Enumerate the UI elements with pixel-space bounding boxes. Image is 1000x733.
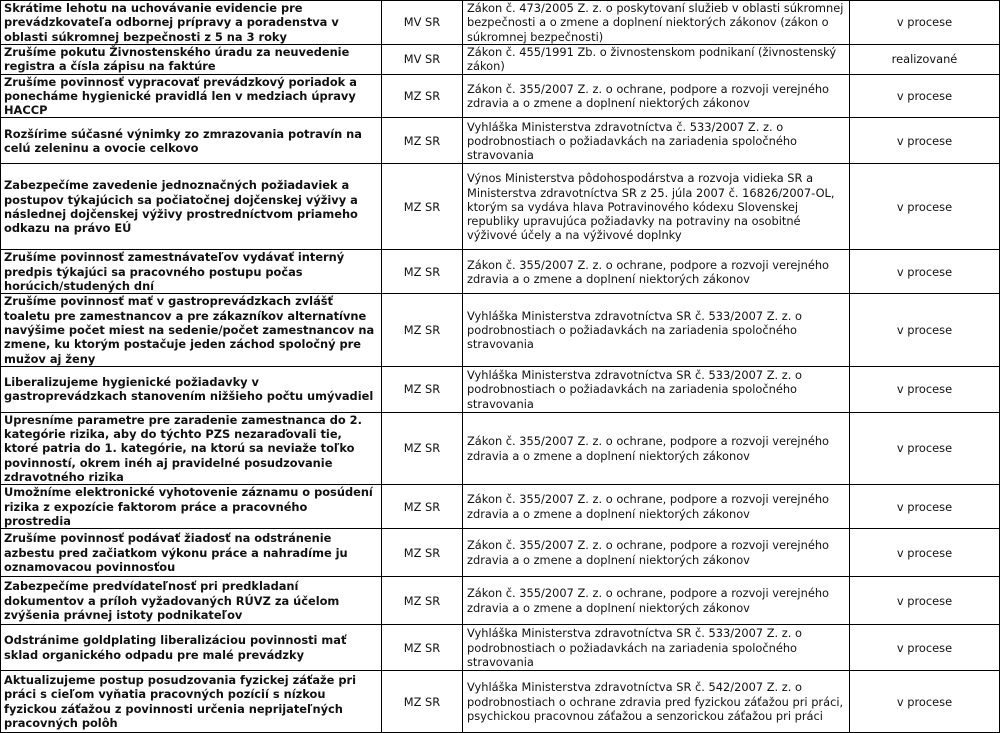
table-row <box>1 74 1000 118</box>
status-cell: v procese <box>850 625 1000 671</box>
ministry-cell: MV SR <box>382 1 463 45</box>
status-cell: v procese <box>850 74 1000 118</box>
law-cell: Zákon č. 355/2007 Z. z. o ochrane, podpore a rozvoji verejného zdravia a o zmene a doplnení niektorých zákonov <box>463 250 850 294</box>
measure-cell: Liberalizujeme hygienické požiadavky v gastroprevádzkach stanovením nižšieho počtu umývadiel <box>1 366 382 412</box>
ministry-cell: MZ SR <box>382 412 463 484</box>
status-cell: v procese <box>850 485 1000 529</box>
measure-cell: Zrušíme pokutu Živnostenského úradu za neuvedenie registra a čísla zápisu na faktúre <box>1 45 382 75</box>
measure-cell: Upresníme parametre pre zaradenie zamestnanca do 2. kategórie rizika, aby do týchto PZS nezaraďovali tie, ktoré patria do 1. kategórie, na ktorú sa neviaže toľko povinností, okrem inéh aj pravidelné posudzovanie zdravotného rizika <box>1 412 382 484</box>
law-cell: Zákon č. 355/2007 Z. z. o ochrane, podpore a rozvoji verejného zdravia a o zmene a doplnení niektorých zákonov <box>463 577 850 625</box>
law-cell: Vyhláška Ministerstva zdravotníctva SR č. 542/2007 Z. z. o podrobnostiach o ochrane zdravia pred fyzickou záťažou pri práci, psychickou pracovnou záťažou a senzorickou záťažou pri práci <box>463 671 850 733</box>
table-row <box>1 1 1000 45</box>
status-cell: v procese <box>850 164 1000 250</box>
status-cell: v procese <box>850 529 1000 577</box>
measure-cell: Aktualizujeme postup posudzovania fyzickej záťaže pri práci s cieľom vyňatia pracovných pozícií s nízkou fyzickou záťažou z povinnosti určenia neprijateľných pracovných polôh <box>1 671 382 733</box>
ministry-cell: MZ SR <box>382 250 463 294</box>
table-row <box>1 577 1000 625</box>
status-cell: v procese <box>850 412 1000 484</box>
measure-cell: Zrušíme povinnosť podávať žiadosť na odstránenie azbestu pred začiatkom výkonu práce a nahradíme ju oznamovacou povinnosťou <box>1 529 382 577</box>
table-row <box>1 45 1000 75</box>
ministry-cell: MZ SR <box>382 529 463 577</box>
table-row <box>1 529 1000 577</box>
table-row <box>1 412 1000 484</box>
measure-cell: Zrušíme povinnosť mať v gastroprevádzkach zvlášť toaletu pre zamestnancov a pre zákazníkov alternatívne navýšime počet miest na sedenie/počet zamestnancov na zmene, ku ktorým postačuje jeden záchod spoločný pre mužov aj ženy <box>1 294 382 366</box>
status-cell: v procese <box>850 671 1000 733</box>
measure-cell: Zrušíme povinnosť zamestnávateľov vydávať interný predpis týkajúci sa pracovného postupu počas horúcich/studených dní <box>1 250 382 294</box>
measures-table-body <box>1 1 1000 733</box>
table-row <box>1 625 1000 671</box>
ministry-cell: MZ SR <box>382 164 463 250</box>
ministry-cell: MZ SR <box>382 366 463 412</box>
table-row <box>1 250 1000 294</box>
law-cell: Zákon č. 355/2007 Z. z. o ochrane, podpore a rozvoji verejného zdravia a o zmene a doplnení niektorých zákonov <box>463 529 850 577</box>
law-cell: Výnos Ministerstva pôdohospodárstva a rozvoja vidieka SR a Ministerstva zdravotníctva SR z 25. júla 2007 č. 16826/2007-OL, ktorým sa vydáva hlava Potravinového kódexu Slovenskej republiky upravujúca požiadavky na potraviny na osobitné výživové účely a na výživové doplnky <box>463 164 850 250</box>
table-row <box>1 366 1000 412</box>
status-cell: realizované <box>850 45 1000 75</box>
table-row <box>1 164 1000 250</box>
status-cell: v procese <box>850 118 1000 164</box>
ministry-cell: MZ SR <box>382 74 463 118</box>
ministry-cell: MZ SR <box>382 485 463 529</box>
status-cell: v procese <box>850 250 1000 294</box>
ministry-cell: MZ SR <box>382 625 463 671</box>
measure-cell: Zabezpečíme predvídateľnosť pri predkladaní dokumentov a príloh vyžadovaných RÚVZ za účelom zvýšenia právnej istoty podnikateľov <box>1 577 382 625</box>
table-row <box>1 671 1000 733</box>
status-cell: v procese <box>850 1 1000 45</box>
status-cell: v procese <box>850 294 1000 366</box>
law-cell: Vyhláška Ministerstva zdravotníctva č. 533/2007 Z. z. o podrobnostiach o požiadavkách na zariadenia spoločného stravovania <box>463 118 850 164</box>
table-row <box>1 485 1000 529</box>
ministry-cell: MZ SR <box>382 118 463 164</box>
law-cell: Zákon č. 355/2007 Z. z. o ochrane, podpore a rozvoji verejného zdravia a o zmene a doplnení niektorých zákonov <box>463 74 850 118</box>
law-cell: Zákon č. 455/1991 Zb. o živnostenskom podnikaní (živnostenský zákon) <box>463 45 850 75</box>
status-cell: v procese <box>850 577 1000 625</box>
table-row <box>1 294 1000 366</box>
status-cell: v procese <box>850 366 1000 412</box>
law-cell: Vyhláška Ministerstva zdravotníctva SR č. 533/2007 Z. z. o podrobnostiach o požiadavkách na zariadenia spoločného stravovania <box>463 294 850 366</box>
law-cell: Vyhláška Ministerstva zdravotníctva SR č. 533/2007 Z. z. o podrobnostiach o požiadavkách na zariadenia spoločného stravovania <box>463 625 850 671</box>
table-row <box>1 118 1000 164</box>
law-cell: Zákon č. 473/2005 Z. z. o poskytovaní služieb v oblasti súkromnej bezpečnosti a o zmene a doplnení niektorých zákonov (zákon o súkromnej bezpečnosti) <box>463 1 850 45</box>
measure-cell: Zrušíme povinnosť vypracovať prevádzkový poriadok a ponecháme hygienické pravidlá len v medziach úpravy HACCP <box>1 74 382 118</box>
measure-cell: Rozšírime súčasné výnimky zo zmrazovania potravín na celú zeleninu a ovocie celkovo <box>1 118 382 164</box>
measure-cell: Umožníme elektronické vyhotovenie záznamu o posúdení rizika z expozície faktorom práce a pracovného prostredia <box>1 485 382 529</box>
law-cell: Vyhláška Ministerstva zdravotníctva SR č. 533/2007 Z. z. o podrobnostiach o požiadavkách na zariadenia spoločného stravovania <box>463 366 850 412</box>
measure-cell: Zabezpečíme zavedenie jednoznačných požiadaviek a postupov týkajúcich sa počiatočnej dojčenskej výživy a následnej dojčenskej výživy prostredníctvom priameho odkazu na právo EÚ <box>1 164 382 250</box>
law-cell: Zákon č. 355/2007 Z. z. o ochrane, podpore a rozvoji verejného zdravia a o zmene a doplnení niektorých zákonov <box>463 412 850 484</box>
ministry-cell: MZ SR <box>382 671 463 733</box>
ministry-cell: MV SR <box>382 45 463 75</box>
measure-cell: Skrátime lehotu na uchovávanie evidencie pre prevádzkovateľa odbornej prípravy a poradenstva v oblasti súkromnej bezpečnosti z 5 na 3 roky <box>1 1 382 45</box>
law-cell: Zákon č. 355/2007 Z. z. o ochrane, podpore a rozvoji verejného zdravia a o zmene a doplnení niektorých zákonov <box>463 485 850 529</box>
ministry-cell: MZ SR <box>382 577 463 625</box>
ministry-cell: MZ SR <box>382 294 463 366</box>
measure-cell: Odstránime goldplating liberalizáciou povinnosti mať sklad organického odpadu pre malé prevádzky <box>1 625 382 671</box>
